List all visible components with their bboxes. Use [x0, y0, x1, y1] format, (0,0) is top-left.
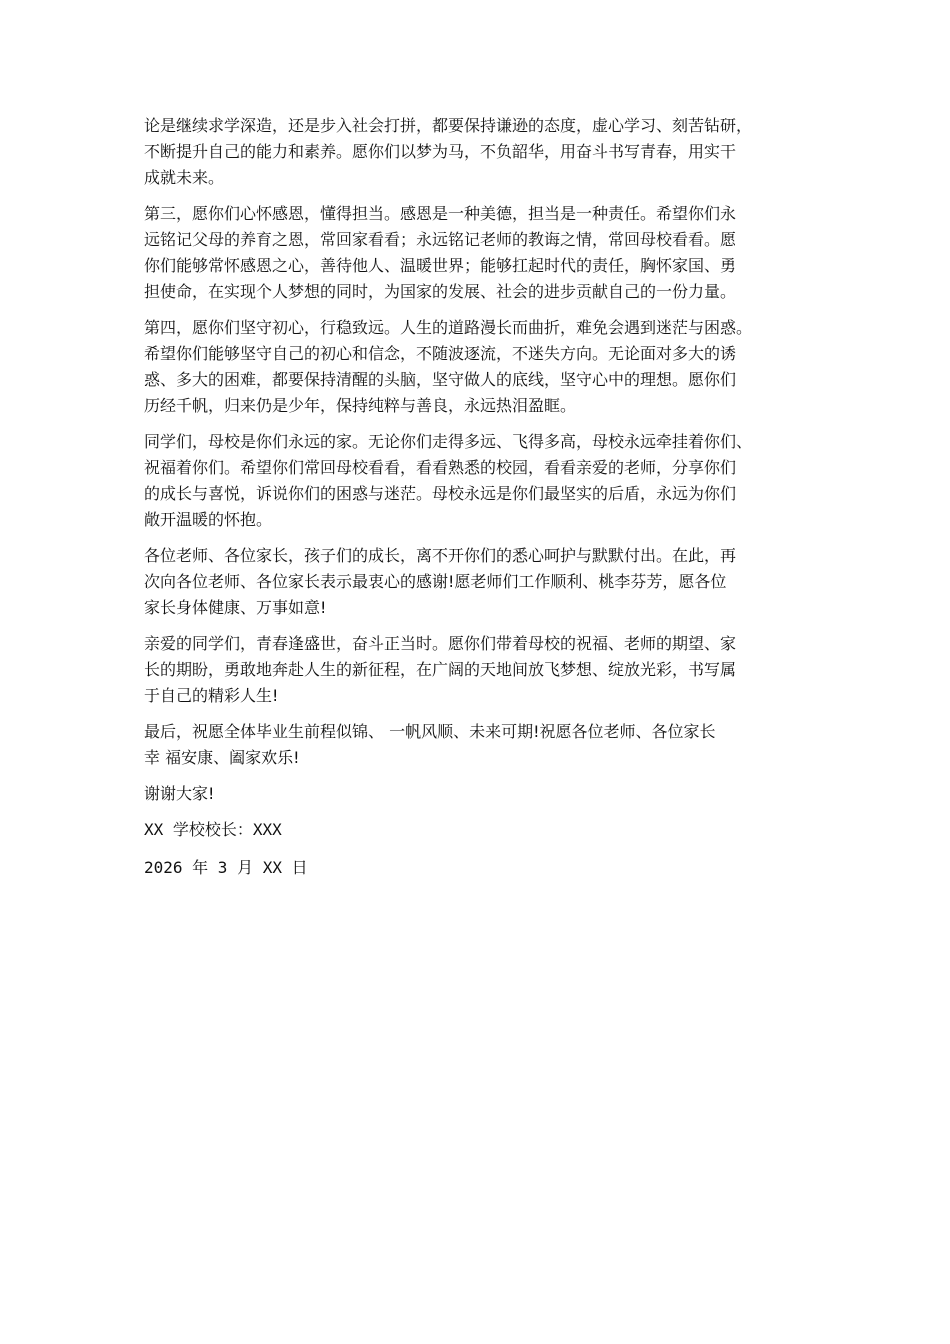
paragraph-youth: [144, 631, 824, 709]
text-line: 历经千帆，归来仍是少年，保持纯粹与善良，永远热泪盈眶。: [144, 396, 577, 415]
text-line: 你们能够常怀感恩之心，善待他人、温暖世界；能够扛起时代的责任，胸怀家国、勇: [144, 256, 737, 275]
text-line: 成就未来。: [144, 168, 225, 187]
text-line: 谢谢大家!: [144, 784, 215, 803]
text-line: 最后，祝愿全体毕业生前程似锦、 一帆风顺、未来可期!祝愿各位老师、各位家长: [144, 722, 716, 741]
text-line: 敞开温暖的怀抱。: [144, 510, 273, 529]
speech-body: [144, 113, 824, 893]
paragraph-alma-mater: [144, 429, 824, 533]
text-line: 亲爱的同学们，青春逢盛世，奋斗正当时。愿你们带着母校的祝福、老师的期望、家: [144, 634, 737, 653]
text-line: 希望你们能够坚守自己的初心和信念，不随波逐流，不迷失方向。无论面对多大的诱: [144, 344, 737, 363]
text-line: 论是继续求学深造，还是步入社会打拼，都要保持谦逊的态度，虚心学习、刻苦钻研，: [144, 116, 753, 135]
signature: XX 学校校长：XXX: [144, 820, 282, 839]
text-line: 第四，愿你们坚守初心，行稳致远。人生的道路漫长而曲折，难免会遇到迷茫与困惑。: [144, 318, 753, 337]
text-line: 家长身体健康、万事如意!: [144, 598, 327, 617]
text-line: 担使命，在实现个人梦想的同时，为国家的发展、社会的进步贡献自己的一份力量。: [144, 282, 737, 301]
text-line: 于自己的精彩人生!: [144, 686, 279, 705]
text-line: 各位老师、各位家长，孩子们的成长，离不开你们的悉心呵护与默默付出。在此，再: [144, 546, 737, 565]
text-line: 次向各位老师、各位家长表示最衷心的感谢!愿老师们工作顺利、桃李芬芳，愿各位: [144, 572, 727, 591]
date: 2026 年 3 月 XX 日: [144, 858, 308, 877]
paragraph-gratitude: [144, 201, 824, 305]
text-line: 幸 福安康、阖家欢乐!: [144, 748, 300, 767]
paragraph-original-aspiration: [144, 315, 824, 419]
paragraph-blessing: [144, 719, 824, 771]
paragraph-teachers-parents: [144, 543, 824, 621]
text-line: 同学们，母校是你们永远的家。无论你们走得多远、飞得多高，母校永远牵挂着你们、: [144, 432, 753, 451]
text-line: 远铭记父母的养育之恩，常回家看看；永远铭记老师的教诲之情，常回母校看看。愿: [144, 230, 737, 249]
text-line: 第三，愿你们心怀感恩，懂得担当。感恩是一种美德，担当是一种责任。希望你们永: [144, 204, 737, 223]
text-line: 的成长与喜悦，诉说你们的困惑与迷茫。母校永远是你们最坚实的后盾，永远为你们: [144, 484, 737, 503]
text-line: 长的期盼，勇敢地奔赴人生的新征程，在广阔的天地间放飞梦想、绽放光彩，书写属: [144, 660, 737, 679]
text-line: 不断提升自己的能力和素养。愿你们以梦为马，不负韶华，用奋斗书写青春，用实干: [144, 142, 737, 161]
paragraph-thanks: [144, 781, 824, 807]
text-line: 祝福着你们。希望你们常回母校看看，看看熟悉的校园，看看亲爱的老师，分享你们: [144, 458, 737, 477]
text-line: 惑、多大的困难，都要保持清醒的头脑，坚守做人的底线，坚守心中的理想。愿你们: [144, 370, 737, 389]
paragraph-study: [144, 113, 824, 191]
